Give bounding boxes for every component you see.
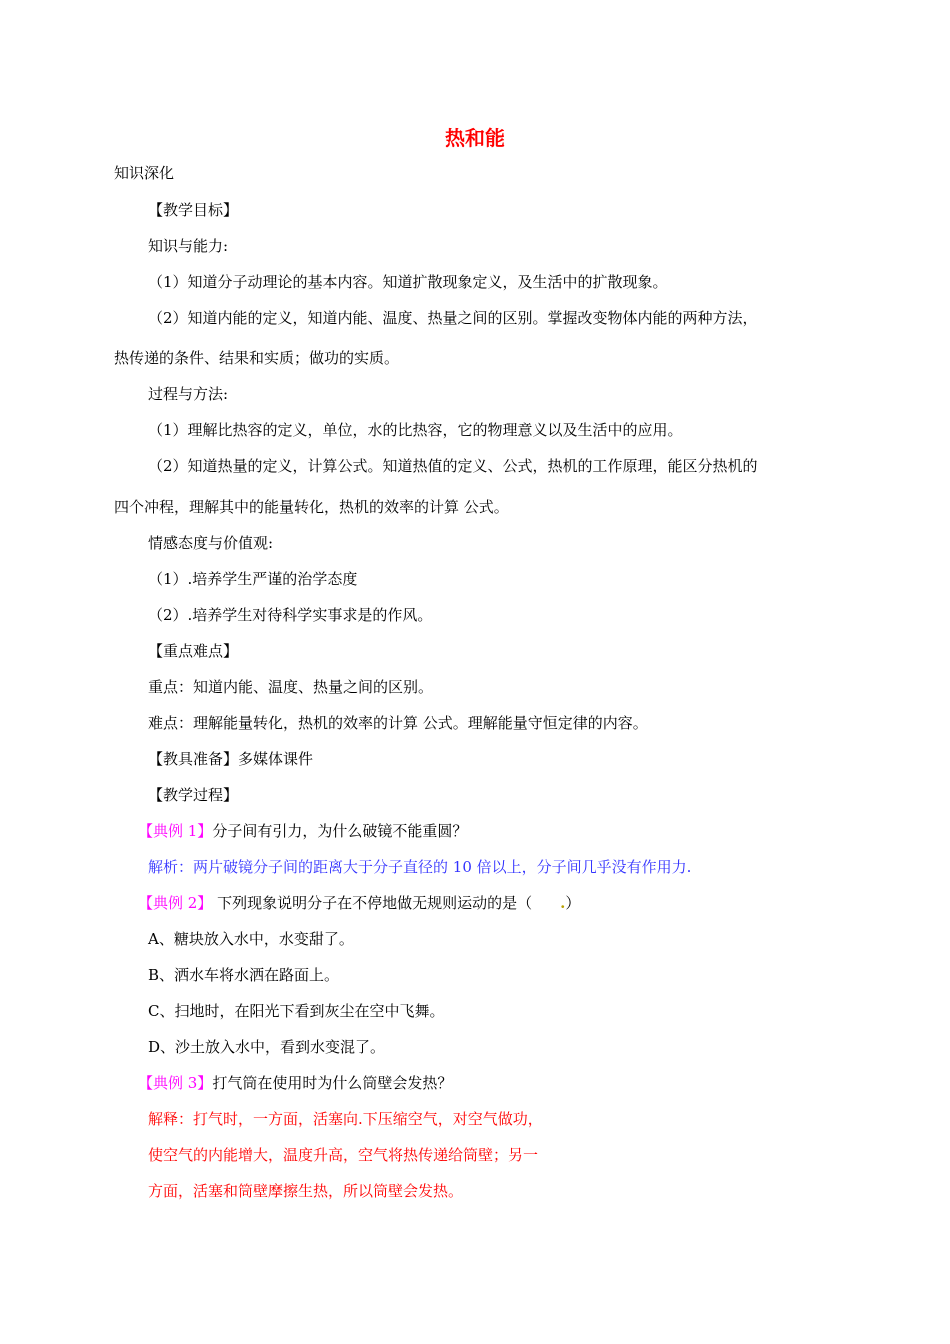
- example-1-label: 【典例 1】: [138, 822, 213, 840]
- emotion-item-1: （1）.培养学生严谨的治学态度: [148, 570, 358, 588]
- process-item-1: （1）理解比热容的定义，单位，水的比热容，它的物理意义以及生活中的应用。: [148, 421, 683, 439]
- option-d: D、沙土放入水中，看到水变混了。: [148, 1038, 386, 1056]
- knowledge-item-2-cont: 热传递的条件、结果和实质；做功的实质。: [114, 349, 400, 367]
- option-a: A、糖块放入水中，水变甜了。: [148, 930, 354, 948]
- tools-line: 【教具准备】多媒体课件: [148, 750, 314, 768]
- example-2: [138, 893, 580, 913]
- key-point: 重点：知道内能、温度、热量之间的区别。: [148, 678, 434, 696]
- example-2-label: 【典例 2】: [138, 894, 213, 912]
- example-3-analysis-2: 使空气的内能增大，温度升高，空气将热传递给筒壁；另一: [148, 1146, 539, 1164]
- example-3-analysis-3: 方面，活塞和筒壁摩擦生热，所以筒壁会发热。: [148, 1182, 464, 1200]
- option-b: B、洒水车将水洒在路面上。: [148, 966, 340, 984]
- knowledge-item-2: （2）知道内能的定义，知道内能、温度、热量之间的区别。掌握改变物体内能的两种方法，: [148, 309, 758, 327]
- key-heading: 【重点难点】: [148, 642, 239, 660]
- knowledge-item-1: （1）知道分子动理论的基本内容。知道扩散现象定义，及生活中的扩散现象。: [148, 273, 668, 291]
- example-3-text: 打气筒在使用时为什么筒壁会发热？: [212, 1074, 453, 1092]
- document-title: 热和能: [445, 126, 505, 150]
- example-1-analysis: 解析：两片破镜分子间的距离大于分子直径的 10 倍以上，分子间几乎没有作用力.: [148, 858, 692, 876]
- knowledge-heading: 知识与能力:: [148, 237, 229, 255]
- example-2-dot: .: [560, 894, 566, 912]
- section-heading: 知识深化: [114, 164, 175, 182]
- option-c: C、扫地时，在阳光下看到灰尘在空中飞舞。: [148, 1002, 445, 1020]
- example-3-analysis-1: 解释：打气时，一方面，活塞向.下压缩空气，对空气做功，: [148, 1110, 543, 1128]
- teaching-process-heading: 【教学过程】: [148, 786, 239, 804]
- objectives-heading: 【教学目标】: [148, 201, 239, 219]
- process-heading: 过程与方法:: [148, 385, 229, 403]
- process-item-2-cont: 四个冲程，理解其中的能量转化，热机的效率的计算 公式。: [114, 498, 509, 516]
- emotion-heading: 情感态度与价值观:: [148, 534, 274, 552]
- process-item-2: （2）知道热量的定义，计算公式。知道热值的定义、公式，热机的工作原理，能区分热机的: [148, 457, 758, 475]
- example-3: [138, 1073, 452, 1093]
- example-1-text: 分子间有引力，为什么破镜不能重圆？: [212, 822, 468, 840]
- emotion-item-2: （2）.培养学生对待科学实事求是的作风。: [148, 606, 433, 624]
- example-1: [138, 821, 467, 841]
- example-3-label: 【典例 3】: [138, 1074, 213, 1092]
- example-2-close: ）: [565, 894, 581, 912]
- difficult-point: 难点：理解能量转化，热机的效率的计算 公式。理解能量守恒定律的内容。: [148, 714, 648, 732]
- example-2-text: 下列现象说明分子在不停地做无规则运动的是（: [217, 894, 533, 912]
